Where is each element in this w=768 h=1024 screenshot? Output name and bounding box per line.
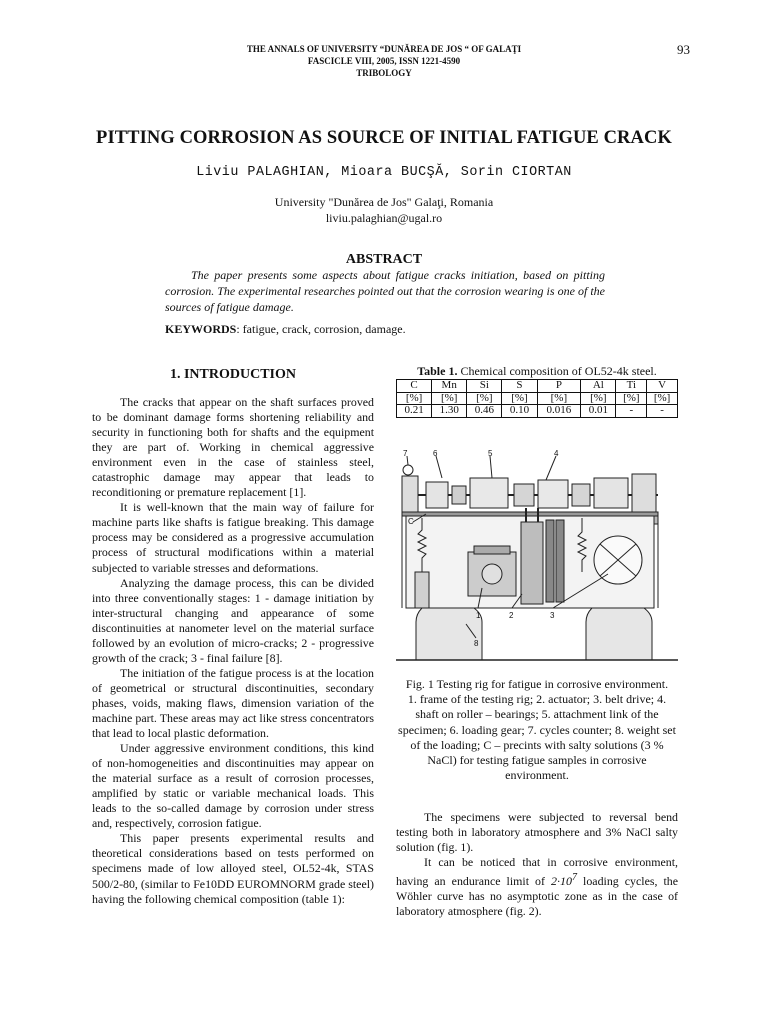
figure-label: 4: [554, 449, 559, 458]
figure-caption-title: Fig. 1 Testing rig for fatigue in corrosive environment.: [405, 677, 669, 691]
endurance-limit-value: [551, 874, 577, 888]
table-caption: [396, 364, 678, 379]
paragraph: This paper presents experimental results and theoretical considerations based on tests performed on specimens made of low alloyed steel, OL52-4k, STAS 500/2-80, (similar to Fe10DD EUROMNORM grade steel) having the following chemical composition (table 1):: [92, 831, 374, 906]
table-unit-cell: [%]: [397, 392, 432, 405]
table-value-cell: 1.30: [432, 405, 467, 418]
abstract-heading: ABSTRACT: [345, 252, 423, 267]
paragraph: It is well-known that the main way of failure for machine parts like shafts is fatigue breaking. This damage process may be considered as a progressive accumulation process of structural modifications within a material subjected to variable stresses and deformations.: [92, 500, 374, 575]
journal-section: TRIBOLOGY: [356, 68, 412, 78]
author-email: liviu.palaghian@ugal.ro: [325, 211, 443, 225]
right-column-body: [396, 810, 678, 919]
figure-label: 8: [474, 639, 479, 648]
table-values-row: [397, 405, 678, 418]
testing-rig-figure: [396, 448, 678, 674]
paragraph: Analyzing the damage process, this can be divided into three conventionally stages: 1 - damage initiation by inter-structural changing and appearance of some discontinuities at nanometer level on the material surface followed by an evolution of micro-cracks; 2 - progressive growth of the crack; 3 - final failure [8].: [92, 575, 374, 665]
paragraph-text: It can be noticed that in corrosive environment, having an endurance limit of: [396, 855, 678, 889]
abstract-text: The paper presents some aspects about fatigue cracks initiation, based on pitting corrosion. The experimental researches pointed out that the corrosion wearing is one of the sources of fatigue damage.: [165, 268, 605, 314]
keywords-label: KEYWORDS: [165, 322, 237, 336]
figure-label: 3: [550, 611, 555, 620]
math-base: 2·10: [551, 874, 573, 889]
table-unit-cell: [%]: [432, 392, 467, 405]
table-header-cell: P: [537, 380, 581, 393]
paragraph: The specimens were subjected to reversal bend testing both in laboratory atmosphere and 3% NaCl salty solution (fig. 1).: [396, 810, 678, 855]
paragraph: The initiation of the fatigue process is at the location of geometrical or structural discontinuities, secondary phases, voids, making flaws, dimension variation of the machine part. These areas may act like stress concentrators that lead to local plastic deformation.: [92, 665, 374, 741]
chemical-composition-table: [396, 379, 678, 418]
table-value-cell: 0.016: [537, 405, 581, 418]
paragraph: The cracks that appear on the shaft surfaces proved to be dominant damage forms shortening reliability and security in functioning both for shafts and the equipment they are part of. Working in chemical aggressive environment even in the case of stainless steel, catastrophic damage may appear that leads to reconditioning or premature replacement [1].: [92, 395, 374, 500]
paragraph-text: loading cycles, the Wöhler curve has no asymptotic zone as in the case of laboratory atmosphere (fig. 2).: [396, 874, 679, 919]
figure-label: 6: [433, 449, 438, 458]
table-unit-cell: [%]: [467, 392, 502, 405]
table-caption-label: Table 1.: [417, 364, 458, 378]
figure-label: C: [408, 517, 414, 526]
authors: Liviu PALAGHIAN, Mioara BUCŞĂ, Sorin CIORTAN: [196, 165, 572, 180]
math-exponent: 7: [572, 872, 578, 884]
figure-label: 1: [476, 611, 481, 620]
table-header-cell: Ti: [616, 380, 647, 393]
journal-title: THE ANNALS OF UNIVERSITY “DUNĂREA DE JOS “ OF GALAŢI: [246, 44, 522, 54]
table-unit-cell: [%]: [647, 392, 678, 405]
table-value-cell: -: [647, 405, 678, 418]
table-unit-cell: [%]: [581, 392, 616, 405]
figure-caption-legend: 1. frame of the testing rig; 2. actuator; 3. belt drive; 4. shaft on roller – bearings; 5. attachment link of the specimen; 6. loading gear; 7. cycles counter; 8. weight set of the loading; C – precints with salty solutions (3 % NaCl) for testing fatigue samples in corrosive environment.: [398, 692, 676, 783]
table-header-cell: S: [502, 380, 537, 393]
paragraph: Under aggressive environment conditions, this kind of non-homogeneities and discontinuities may appear on the material surface as a result of corrosion processes, amplified by static or variable mechanical loads. This leads to the so-called damage by corrosion under stress and, respectively, corrosion fatigue.: [92, 741, 374, 831]
figure-label: 5: [488, 449, 493, 458]
table-unit-cell: [%]: [502, 392, 537, 405]
paper-title: PITTING CORROSION AS SOURCE OF INITIAL FATIGUE CRACK: [96, 128, 672, 148]
table-header-cell: C: [397, 380, 432, 393]
table-header-cell: V: [647, 380, 678, 393]
keywords: [165, 322, 605, 337]
paragraph: [396, 855, 678, 919]
testing-rig-drawing: [396, 448, 678, 674]
figure-caption: [396, 677, 678, 783]
table-header-cell: Si: [467, 380, 502, 393]
table-units-row: [397, 392, 678, 405]
figure-label: 2: [509, 611, 514, 620]
table-value-cell: 0.01: [581, 405, 616, 418]
journal-fascicle: FASCICLE VIII, 2005, ISSN 1221-4590: [307, 56, 461, 66]
table-unit-cell: [%]: [616, 392, 647, 405]
table-header-row: [397, 380, 678, 393]
table-unit-cell: [%]: [537, 392, 581, 405]
table-caption-text: Chemical composition of OL52-4k steel.: [457, 364, 657, 378]
section-heading-introduction: 1. INTRODUCTION: [169, 367, 296, 382]
keywords-text: : fatigue, crack, corrosion, damage.: [236, 322, 406, 336]
page-number: 93: [677, 42, 690, 57]
figure-label: 7: [403, 449, 408, 458]
table-header-cell: Mn: [432, 380, 467, 393]
table-value-cell: 0.21: [397, 405, 432, 418]
affiliation: University "Dunărea de Jos" Galaţi, Romania: [274, 195, 494, 209]
table-value-cell: 0.10: [502, 405, 537, 418]
table-value-cell: -: [616, 405, 647, 418]
introduction-body: [92, 395, 374, 907]
table-header-cell: Al: [581, 380, 616, 393]
table-value-cell: 0.46: [467, 405, 502, 418]
